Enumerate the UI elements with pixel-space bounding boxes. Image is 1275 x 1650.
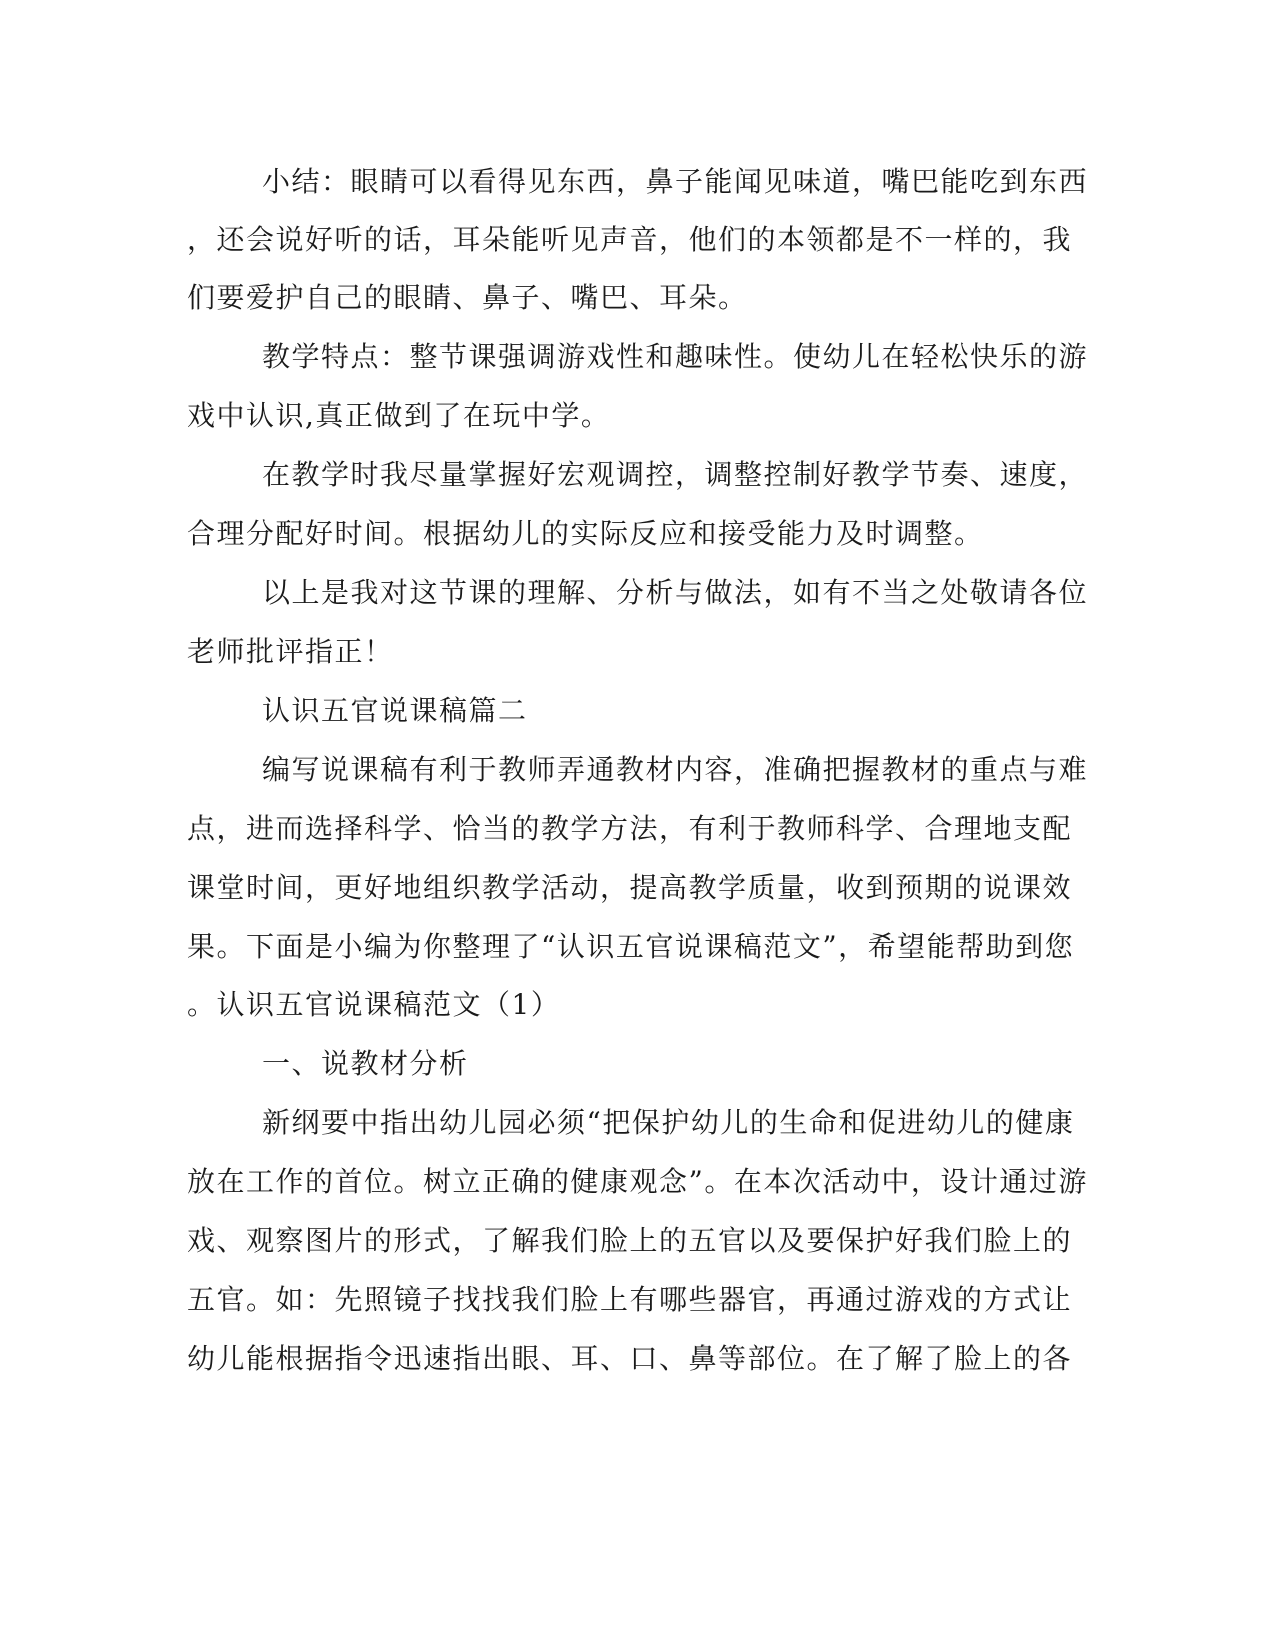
text-line: 老师批评指正！ [187,635,394,668]
text-line: 编写说课稿有利于教师弄通教材内容，准确把握教材的重点与难 [262,753,1089,786]
text-line: 在教学时我尽量掌握好宏观调控，调整控制好教学节奏、速度， [262,458,1089,491]
text-line: 课堂时间，更好地组织教学活动，提高教学质量，收到预期的说课效 [187,871,1073,904]
text-line: 放在工作的首位。树立正确的健康观念”。在本次活动中，设计通过游 [187,1165,1088,1198]
section-heading: 认识五官说课稿篇二 [262,694,528,727]
section-heading: 一、说教材分析 [262,1047,469,1080]
text-line: 戏中认识,真正做到了在玩中学。 [187,399,611,432]
text-line: 五官。如：先照镜子找找我们脸上有哪些器官，再通过游戏的方式让 [187,1283,1073,1316]
text-line: 合理分配好时间。根据幼儿的实际反应和接受能力及时调整。 [187,517,984,550]
text-line: 新纲要中指出幼儿园必须“把保护幼儿的生命和促进幼儿的健康 [262,1106,1075,1139]
text-line: 小结：眼睛可以看得见东西，鼻子能闻见味道，嘴巴能吃到东西 [262,165,1089,198]
text-line: 们要爱护自己的眼睛、鼻子、嘴巴、耳朵。 [187,281,748,314]
text-line: 果。下面是小编为你整理了“认识五官说课稿范文”，希望能帮助到您 [187,930,1075,963]
text-line: 以上是我对这节课的理解、分析与做法，如有不当之处敬请各位 [262,576,1089,609]
text-line: 教学特点：整节课强调游戏性和趣味性。使幼儿在轻松快乐的游 [262,340,1089,373]
text-line: 。认识五官说课稿范文（1） [187,988,561,1021]
text-line: 戏、观察图片的形式，了解我们脸上的五官以及要保护好我们脸上的 [187,1224,1073,1257]
text-line: ，还会说好听的话，耳朵能听见声音，他们的本领都是不一样的，我 [187,223,1073,256]
text-line: 点，进而选择科学、恰当的教学方法，有利于教师科学、合理地支配 [187,812,1073,845]
text-line: 幼儿能根据指令迅速指出眼、耳、口、鼻等部位。在了解了脸上的各 [187,1342,1073,1375]
